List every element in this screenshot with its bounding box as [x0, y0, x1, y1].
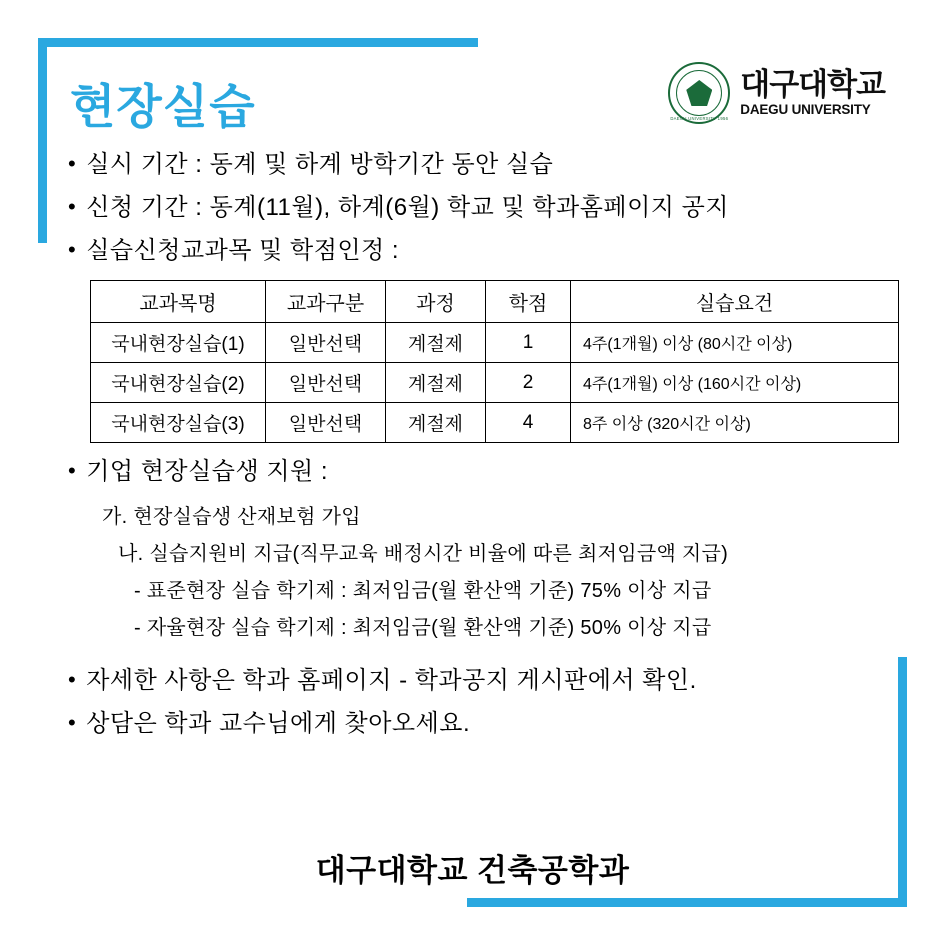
bullet-dot-icon: •	[68, 710, 77, 735]
cell-course: 계절제	[386, 363, 486, 403]
cell-name: 국내현장실습(1)	[91, 323, 266, 363]
accent-bar-left	[38, 38, 47, 243]
bullet-text-counsel: 상담은 학과 교수님에게 찾아오세요.	[86, 710, 471, 737]
bullet-item-courses	[68, 236, 895, 266]
cell-type: 일반선택	[266, 323, 386, 363]
logo-korean-name: 대구대학교	[740, 67, 885, 103]
logo-english-name: DAEGU UNIVERSITY	[740, 102, 871, 118]
content-body	[68, 150, 895, 752]
bullet-text-support: 기업 현장실습생 지원 :	[86, 458, 329, 485]
logo-wordmark	[740, 69, 885, 117]
accent-bar-bottom	[467, 898, 907, 907]
bullet-text-courses: 실습신청교과목 및 학점인정 :	[86, 237, 400, 264]
bullet-item-details	[68, 666, 895, 696]
support-dash-autonomous: - 자율현장 실습 학기제 : 최저임금(월 환산액 기준) 50% 이상 지급	[134, 617, 712, 639]
cell-credit: 2	[486, 363, 571, 403]
table-header-row	[91, 281, 899, 323]
bullet-text-details: 자세한 사항은 학과 홈페이지 - 학과공지 게시판에서 확인.	[86, 667, 697, 694]
bullet-item-application	[68, 193, 895, 223]
bullet-dot-icon: •	[68, 667, 77, 692]
cell-credit: 1	[486, 323, 571, 363]
university-seal-icon	[668, 62, 730, 124]
support-item-b: 나. 실습지원비 지급(직무교육 배정시간 비율에 따른 최저임금액 지급)	[118, 543, 729, 565]
support-item-a: 가. 현장실습생 산재보험 가입	[102, 506, 361, 528]
page-header	[70, 62, 885, 142]
table-header-requirement: 실습요건	[571, 281, 899, 323]
support-dash-standard: - 표준현장 실습 학기제 : 최저임금(월 환산액 기준) 75% 이상 지급	[134, 580, 712, 602]
cell-course: 계절제	[386, 323, 486, 363]
cell-requirement: 8주 이상 (320시간 이상)	[571, 403, 899, 443]
cell-name: 국내현장실습(2)	[91, 363, 266, 403]
bullet-item-period	[68, 150, 895, 180]
table-row	[91, 323, 899, 363]
university-logo	[668, 62, 885, 124]
bullet-dot-icon: •	[68, 194, 77, 219]
cell-requirement: 4주(1개월) 이상 (80시간 이상)	[571, 323, 899, 363]
table-row	[91, 403, 899, 443]
cell-type: 일반선택	[266, 363, 386, 403]
bullet-text-application: 신청 기간 : 동계(11월), 하계(6월) 학교 및 학과홈페이지 공지	[86, 194, 729, 221]
bullet-item-support	[68, 457, 895, 487]
bullet-dot-icon: •	[68, 237, 77, 262]
page-title: 현장실습	[70, 80, 256, 133]
bullet-dot-icon: •	[68, 458, 77, 483]
cell-course: 계절제	[386, 403, 486, 443]
cell-credit: 4	[486, 403, 571, 443]
table-row	[91, 363, 899, 403]
bullet-dot-icon: •	[68, 151, 77, 176]
table-header-course: 과정	[386, 281, 486, 323]
cell-requirement: 4주(1개월) 이상 (160시간 이상)	[571, 363, 899, 403]
cell-type: 일반선택	[266, 403, 386, 443]
accent-bar-top	[38, 38, 478, 47]
bullet-item-counsel	[68, 709, 895, 739]
table-header-type: 교과구분	[266, 281, 386, 323]
cell-name: 국내현장실습(3)	[91, 403, 266, 443]
table-header-name: 교과목명	[91, 281, 266, 323]
course-credit-table	[90, 280, 899, 443]
seal-text: DAEGU UNIVERSITY 1956	[670, 116, 729, 121]
table-header-credit: 학점	[486, 281, 571, 323]
bullet-text-period: 실시 기간 : 동계 및 하계 방학기간 동안 실습	[86, 151, 554, 178]
footer-department: 대구대학교 건축공학과	[315, 853, 630, 888]
